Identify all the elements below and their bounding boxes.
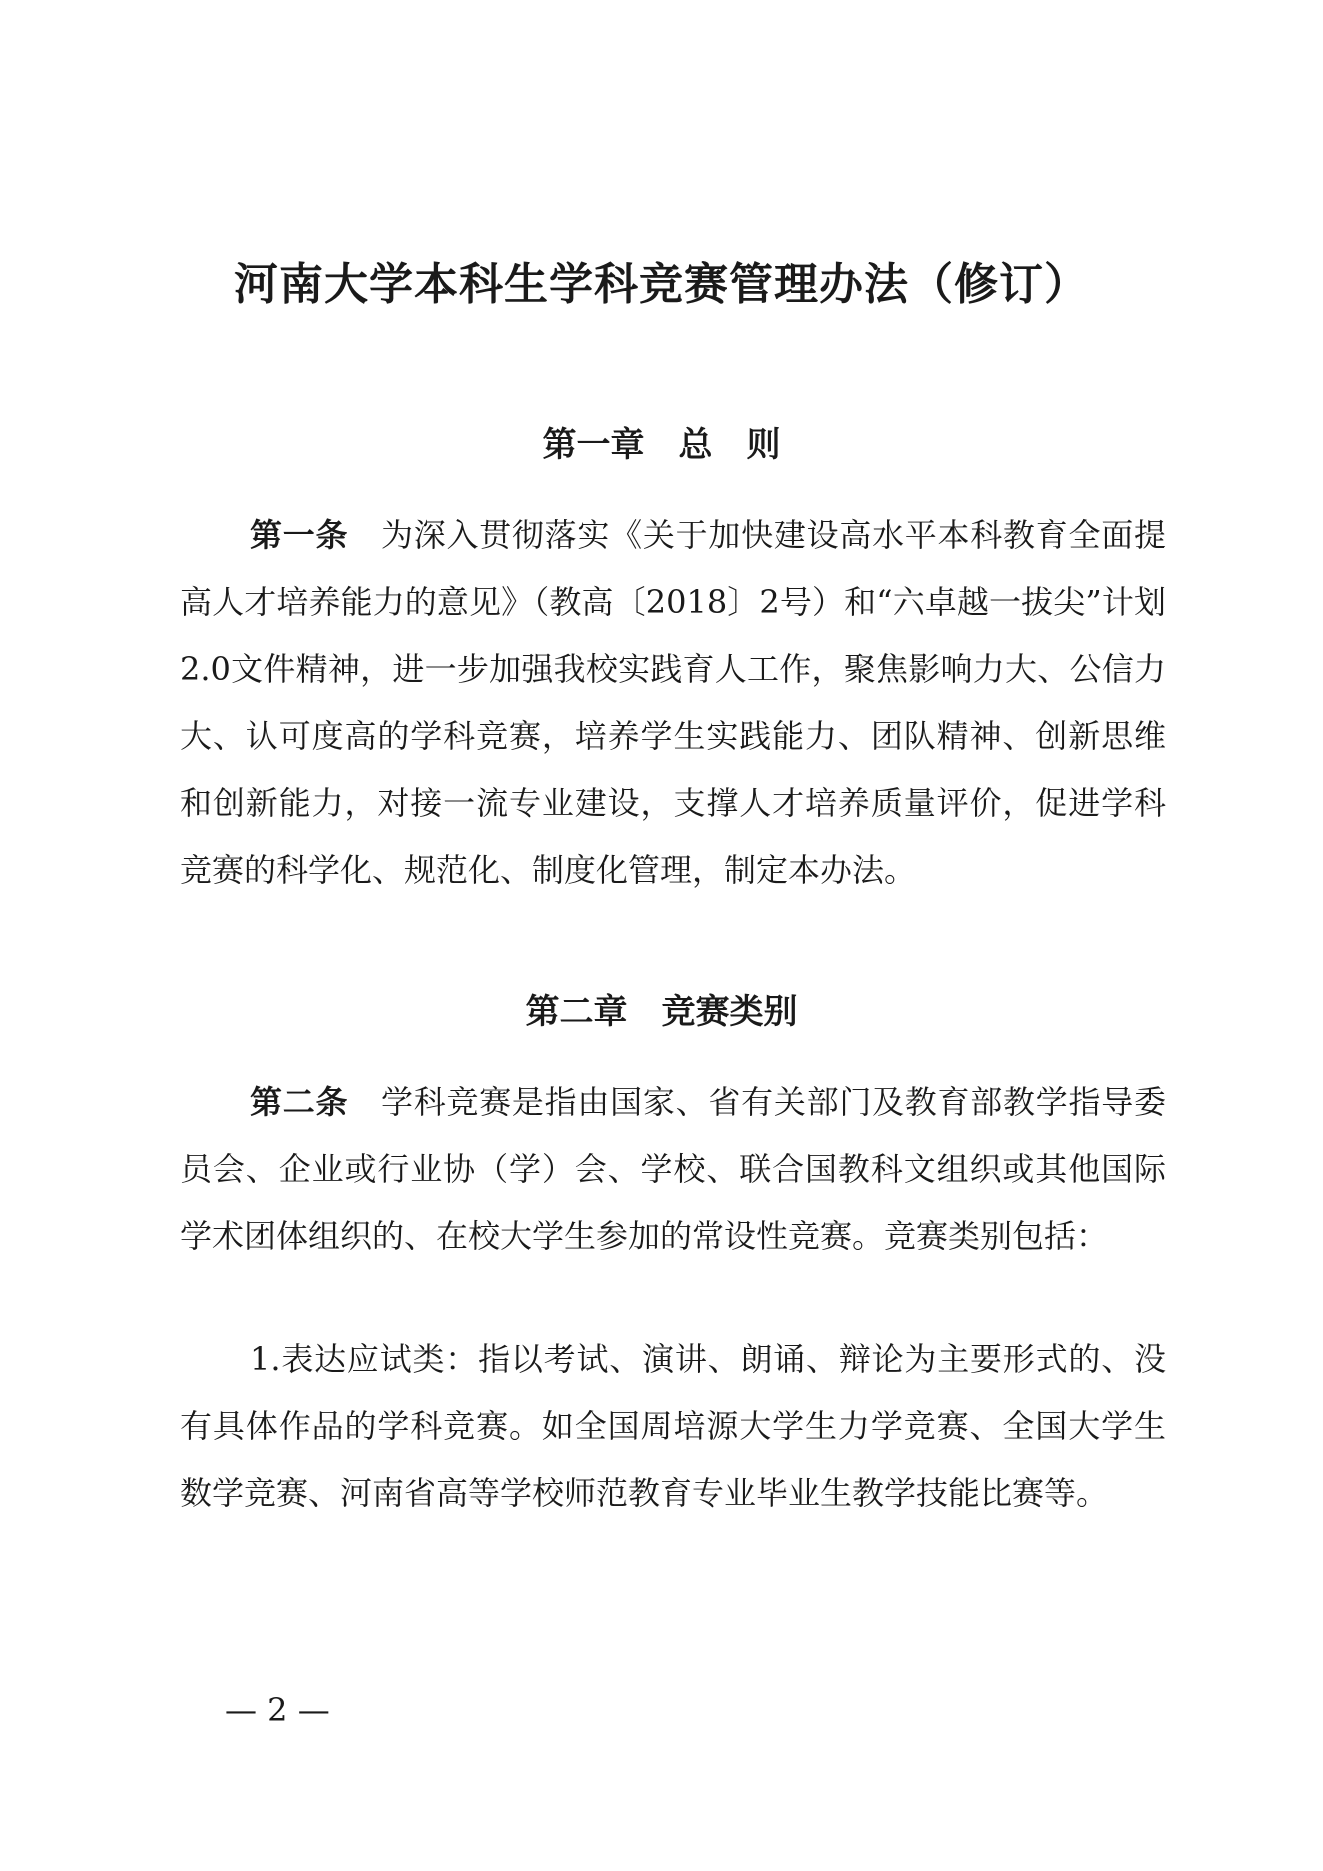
document-title: 河南大学本科生学科竞赛管理办法（修订） bbox=[234, 259, 1089, 310]
list-item-paragraph bbox=[180, 1326, 1166, 1527]
article-paragraph-2 bbox=[180, 1069, 1166, 1270]
chapter-heading-2: 第二章 竞赛类别 bbox=[525, 992, 798, 1032]
chapter-heading-1: 第一章 总 则 bbox=[542, 425, 781, 465]
article-text: 学科竞赛是指由国家、省有关部门及教育部教学指导委员会、企业或行业协（学）会、学校、联合国教科文组织或其他国际学术团体组织的、在校大学生参加的常设性竞赛。竞赛类别包括： bbox=[180, 1083, 1166, 1255]
article-label: 第二条 bbox=[250, 1083, 349, 1121]
list-item-text: 1.表达应试类：指以考试、演讲、朗诵、辩论为主要形式的、没有具体作品的学科竞赛。如全国周培源大学生力学竞赛、全国大学生数学竞赛、河南省高等学校师范教育专业毕业生教学技能比赛等。 bbox=[180, 1340, 1166, 1512]
page-number: — 2 — bbox=[225, 1691, 330, 1729]
article-label: 第一条 bbox=[250, 516, 349, 554]
article-paragraph-1 bbox=[180, 502, 1166, 904]
article-text: 为深入贯彻落实《关于加快建设高水平本科教育全面提高人才培养能力的意见》（教高〔2018〕2号）和“六卓越一拔尖”计划2.0文件精神，进一步加强我校实践育人工作，聚焦影响力大、公信力大、认可度高的学科竞赛，培养学生实践能力、团队精神、创新思维和创新能力，对接一流专业建设，支撑人才培养质量评价，促进学科竞赛的科学化、规范化、制度化管理，制定本办法。 bbox=[180, 516, 1166, 889]
